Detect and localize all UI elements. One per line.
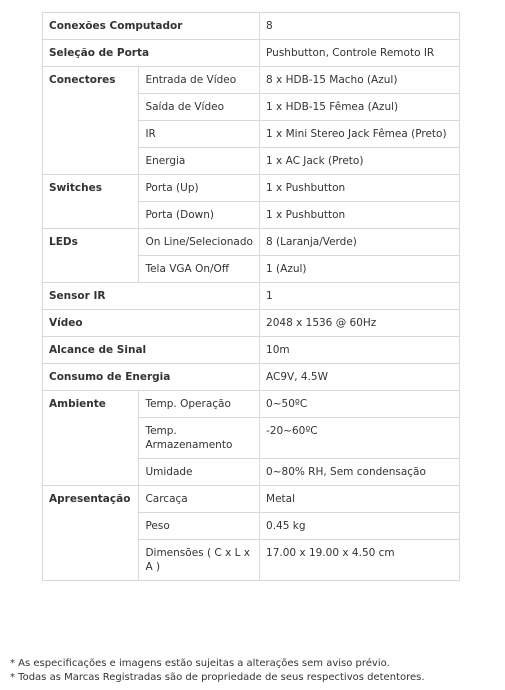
spec-label: Conexões Computador: [43, 13, 260, 40]
table-row: [43, 175, 460, 202]
spec-value: 0.45 kg: [260, 513, 460, 540]
spec-label: Apresentação: [43, 486, 139, 581]
spec-value: -20~60ºC: [260, 418, 460, 459]
spec-label: Conectores: [43, 67, 139, 175]
spec-value: 8 (Laranja/Verde): [260, 229, 460, 256]
spec-value: 17.00 x 19.00 x 4.50 cm: [260, 540, 460, 581]
spec-value: 10m: [260, 337, 460, 364]
spec-sublabel: On Line/Selecionado: [139, 229, 260, 256]
spec-sublabel: Peso: [139, 513, 260, 540]
table-row: [43, 229, 460, 256]
spec-value: 1 x Pushbutton: [260, 202, 460, 229]
spec-sublabel: Saída de Vídeo: [139, 94, 260, 121]
spec-sublabel: Umidade: [139, 459, 260, 486]
spec-sublabel: Porta (Down): [139, 202, 260, 229]
footnotes: [10, 657, 425, 685]
footnote: * As especificações e imagens estão sujeitas a alterações sem aviso prévio.: [10, 658, 390, 669]
table-row: [43, 310, 460, 337]
spec-value: 0~80% RH, Sem condensação: [260, 459, 460, 486]
spec-sublabel: Temp. Operação: [139, 391, 260, 418]
spec-value: 1 x AC Jack (Preto): [260, 148, 460, 175]
spec-sublabel: Carcaça: [139, 486, 260, 513]
table-row: [43, 13, 460, 40]
footnote: * Todas as Marcas Registradas são de propriedade de seus respectivos detentores.: [10, 672, 425, 683]
spec-sublabel: Temp. Armazenamento: [139, 418, 260, 459]
table-row: [43, 486, 460, 513]
spec-label: LEDs: [43, 229, 139, 283]
spec-value: 1 x HDB-15 Fêmea (Azul): [260, 94, 460, 121]
spec-label: Alcance de Sinal: [43, 337, 260, 364]
spec-value: 1 (Azul): [260, 256, 460, 283]
spec-sublabel: IR: [139, 121, 260, 148]
spec-value: 1 x Mini Stereo Jack Fêmea (Preto): [260, 121, 460, 148]
spec-sublabel: Energia: [139, 148, 260, 175]
table-row: [43, 67, 460, 94]
spec-label: Vídeo: [43, 310, 260, 337]
spec-value: 1 x Pushbutton: [260, 175, 460, 202]
spec-sublabel: Porta (Up): [139, 175, 260, 202]
table-row: [43, 40, 460, 67]
spec-value: 8: [260, 13, 460, 40]
spec-value: 8 x HDB-15 Macho (Azul): [260, 67, 460, 94]
spec-label: Consumo de Energia: [43, 364, 260, 391]
spec-value: AC9V, 4.5W: [260, 364, 460, 391]
spec-label: Sensor IR: [43, 283, 260, 310]
spec-label: Seleção de Porta: [43, 40, 260, 67]
table-row: [43, 364, 460, 391]
spec-sublabel: Entrada de Vídeo: [139, 67, 260, 94]
table-row: [43, 337, 460, 364]
spec-sublabel: Dimensões ( C x L x A ): [139, 540, 260, 581]
spec-sublabel: Tela VGA On/Off: [139, 256, 260, 283]
table-row: [43, 283, 460, 310]
spec-value: 1: [260, 283, 460, 310]
spec-value: 0~50ºC: [260, 391, 460, 418]
spec-label: Ambiente: [43, 391, 139, 486]
spec-value: Pushbutton, Controle Remoto IR: [260, 40, 460, 67]
spec-label: Switches: [43, 175, 139, 229]
spec-value: 2048 x 1536 @ 60Hz: [260, 310, 460, 337]
spec-value: Metal: [260, 486, 460, 513]
table-row: [43, 391, 460, 418]
specifications-table: [42, 12, 460, 581]
